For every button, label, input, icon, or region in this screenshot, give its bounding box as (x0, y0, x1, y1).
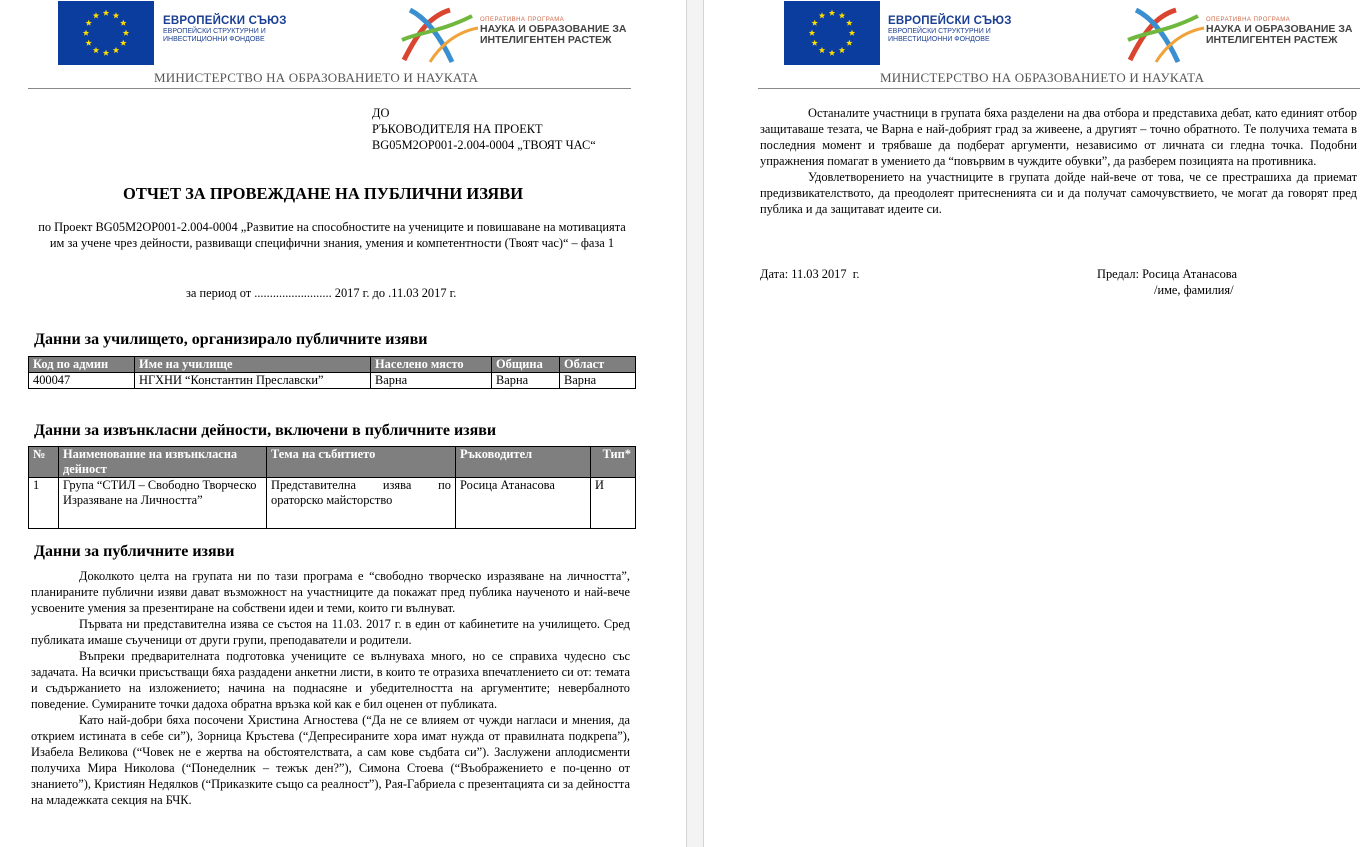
paragraph: Въпреки предварителната подготовка учениците се вълнуваха много, но се справиха чудесно със задачата. На всички присъстващи бяха раздадени анкетни листи, в които те отразиха впечатлението си от: темата и съдържанието на изложението; начина на поднасяне и убедителността на аргументите; невербалното поведение. Сумираните точки дадоха обратна връзка кой как е бил оценен от публиката. (31, 649, 630, 711)
table-header-cell: Име на училище (135, 357, 371, 373)
table-header-cell: Населено място (371, 357, 492, 373)
header-rule (28, 88, 631, 89)
operational-programme-logo-icon (400, 2, 480, 64)
eu-star-icon (839, 47, 845, 53)
op-small-caption: ОПЕРАТИВНА ПРОГРАМА (1206, 17, 1291, 23)
table-cell: 1 (29, 478, 59, 529)
submitted-by: Предал: Росица Атанасова (1097, 267, 1237, 281)
eu-star-icon (829, 10, 835, 16)
table-cell: Варна (371, 373, 492, 389)
paragraph: Доколкото целта на групата ни по тази програма е “свободно творческо изразяване на личността”, планираните публични изяви дават възможност на участниците да покажат пред публика наученото и най-вече усвоените умения за презентиране на собствени идеи и теми, които ги вълнуват. (31, 569, 630, 615)
table-row (29, 373, 636, 389)
activities-table (28, 446, 636, 529)
eu-star-icon (103, 10, 109, 16)
page2-body (760, 105, 1357, 217)
eu-star-icon (846, 20, 852, 26)
page-header (704, 0, 1367, 92)
document-title: ОТЧЕТ ЗА ПРОВЕЖДАНЕ НА ПУБЛИЧНИ ИЗЯВИ (123, 184, 524, 203)
page-header (0, 0, 686, 92)
table-header-cell: Област (560, 357, 636, 373)
addressee-line-3: BG05M2OP001-2.004-0004 „ТВОЯТ ЧАС“ (372, 138, 596, 152)
eu-flag-icon (784, 1, 880, 65)
table-header-cell: Код по админ (29, 357, 135, 373)
paragraph: Удовлетворението на участниците в групата дойде най-вече от това, че се престрашиха да приемат предизвикателството, да преодолеят притесненията си и да получат самочувствието, че могат да говорят пред публика и да защитават идеите си. (760, 170, 1357, 216)
table-header-row (29, 357, 636, 373)
eu-star-icon (849, 30, 855, 36)
page-gutter (686, 0, 704, 847)
operational-programme-logo-icon (1126, 2, 1206, 64)
operational-programme-label (1206, 17, 1353, 46)
addressee-line-2: РЪКОВОДИТЕЛЯ НА ПРОЕКТ (372, 122, 543, 136)
table-header-cell: Община (492, 357, 560, 373)
eu-star-icon (819, 12, 825, 18)
eu-star-icon (113, 12, 119, 18)
table-cell: Варна (492, 373, 560, 389)
eu-star-icon (846, 40, 852, 46)
eu-subtitle-2: ИНВЕСТИЦИОННИ ФОНДОВЕ (888, 36, 990, 43)
table-header-cell: Наименование на извънкласна дейност (59, 447, 267, 478)
document-page-2 (704, 0, 1367, 847)
eu-star-icon (103, 50, 109, 56)
table-cell: Росица Атанасова (456, 478, 591, 529)
eu-star-icon (120, 20, 126, 26)
eu-title: ЕВРОПЕЙСКИ СЪЮЗ (888, 15, 1012, 27)
eu-star-icon (93, 12, 99, 18)
table-cell: И (591, 478, 636, 529)
eu-star-icon (811, 40, 817, 46)
operational-programme-label (480, 17, 627, 46)
name-hint: /име, фамилия/ (1154, 283, 1234, 297)
eu-star-icon (829, 50, 835, 56)
school-section-heading: Данни за училището, организирало публичните изяви (34, 331, 428, 348)
eu-star-icon (819, 47, 825, 53)
op-title-2: ИНТЕЛИГЕНТЕН РАСТЕЖ (1206, 34, 1338, 46)
eu-star-icon (93, 47, 99, 53)
project-description: по Проект BG05M2OP001-2.004-0004 „Развитие на способностите на учениците и повишаване на мотивацията им за учене чрез дейности, развиващи специфични знания, умения и компетентности (Твоят час)“ – фаза 1 (38, 220, 626, 250)
eu-star-icon (120, 40, 126, 46)
eu-star-icon (839, 12, 845, 18)
eu-star-icon (85, 40, 91, 46)
op-title-1: НАУКА И ОБРАЗОВАНИЕ ЗА (480, 23, 627, 35)
table-cell: Представителна изява по ораторско майсторство (267, 478, 456, 529)
eu-star-icon (83, 30, 89, 36)
school-table (28, 356, 636, 389)
table-cell: НГХНИ “Константин Преславски” (135, 373, 371, 389)
activities-section-heading: Данни за извънкласни дейности, включени в публичните изяви (34, 422, 497, 439)
eu-flag-icon (58, 1, 154, 65)
table-header-cell: № (29, 447, 59, 478)
public-section-body (31, 568, 630, 808)
eu-title: ЕВРОПЕЙСКИ СЪЮЗ (163, 15, 287, 27)
paragraph: Първата ни представителна изява се състоя на 11.03. 2017 г. в един от кабинетите на училището. Сред публиката имаше съученици от други групи, преподаватели и родители. (31, 617, 630, 647)
report-period: за период от ......................... 2017 г. до .11.03 2017 г. (186, 286, 457, 300)
eu-star-icon (123, 30, 129, 36)
eu-star-icon (811, 20, 817, 26)
report-date: Дата: 11.03 2017 г. (760, 267, 860, 281)
table-header-cell: Тема на събитието (267, 447, 456, 478)
table-cell: 400047 (29, 373, 135, 389)
op-title-1: НАУКА И ОБРАЗОВАНИЕ ЗА (1206, 23, 1353, 35)
op-title-2: ИНТЕЛИГЕНТЕН РАСТЕЖ (480, 34, 612, 46)
public-section-heading: Данни за публичните изяви (34, 543, 235, 560)
eu-subtitle-1: ЕВРОПЕЙСКИ СТРУКТУРНИ И (163, 28, 266, 35)
ministry-name: МИНИСТЕРСТВО НА ОБРАЗОВАНИЕТО И НАУКАТА (880, 70, 1205, 85)
header-rule (758, 88, 1360, 89)
op-small-caption: ОПЕРАТИВНА ПРОГРАМА (480, 17, 565, 23)
table-row (29, 478, 636, 529)
paragraph: Останалите участници в групата бяха разделени на два отбора и представиха дебат, като единият отбор защитаваше тезата, че Варна е най-добрият град за живеене, а другият – точно обратното. Те получиха темата в последния момент и трябваше да подберат аргументи, независимо от личната си гледна точка. Подобни упражнения помагат в умението да “повървим в чуждите обувки”, да разберем позицията на противника. (760, 106, 1357, 168)
table-cell: Група “СТИЛ – Свободно Творческо Изразяване на Личността” (59, 478, 267, 529)
eu-subtitle-1: ЕВРОПЕЙСКИ СТРУКТУРНИ И (888, 28, 991, 35)
eu-star-icon (809, 30, 815, 36)
eu-label (163, 15, 287, 44)
eu-star-icon (113, 47, 119, 53)
eu-label (888, 15, 1012, 44)
ministry-name: МИНИСТЕРСТВО НА ОБРАЗОВАНИЕТО И НАУКАТА (154, 70, 479, 85)
paragraph: Като най-добри бяха посочени Христина Агностева (“Да не се влияем от чужди нагласи и мнения, да открием истината в себе си”), Зорница Кръстева (“Депресираните хора имат нужда от правилната подкрепа”), Изабела Великова (“Човек не е жертва на обстоятелствата, а сам кове съдбата си”). Заслужени аплодисменти получиха Мира Николова (“Понеделник – тежък ден?”), Симона Стоева (“Въображението е по-ценно от знанието”), Кристиян Недялков (“Приказките също са реалност”), Рая-Габриела с презентацията си за дейността на младежката секция на БЧК. (31, 713, 630, 807)
table-cell: Варна (560, 373, 636, 389)
eu-star-icon (85, 20, 91, 26)
addressee-block (372, 105, 672, 153)
addressee-line-1: ДО (372, 106, 390, 120)
table-header-cell: Тип* (591, 447, 636, 478)
eu-subtitle-2: ИНВЕСТИЦИОННИ ФОНДОВЕ (163, 36, 265, 43)
table-header-cell: Ръководител (456, 447, 591, 478)
table-header-row (29, 447, 636, 478)
